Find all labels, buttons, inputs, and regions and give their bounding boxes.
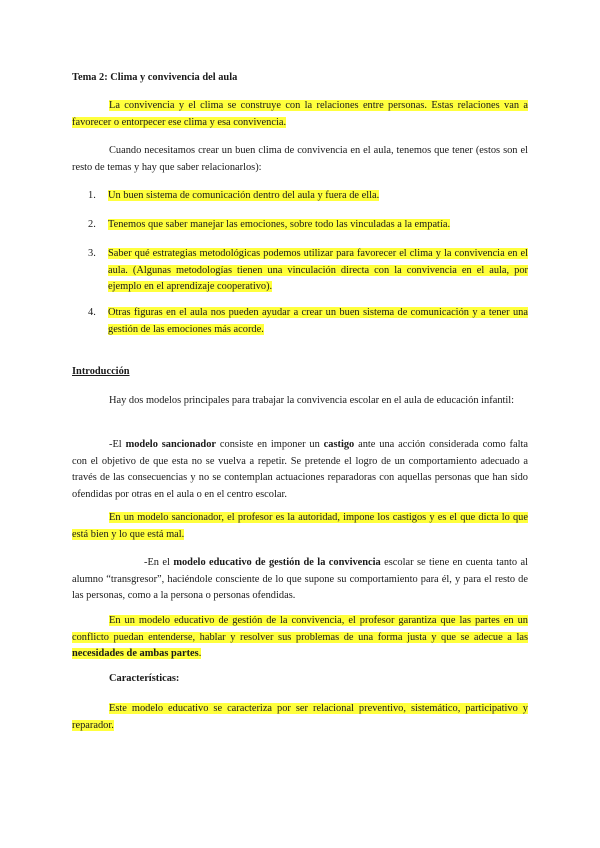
highlighted-text: En un modelo educativo de gestión de la convivencia, el profesor garantiza que las partes en un conflicto puedan entenderse, hablar y resolver sus problemas de una forma justa y que se adecue a las — [72, 615, 528, 643]
both-parties-needs-term: necesidades de ambas partes — [72, 648, 199, 660]
highlight-end: . — [198, 648, 202, 660]
sanctioning-highlight-paragraph — [72, 510, 528, 543]
intro-paragraph-2 — [72, 143, 528, 176]
list-item-4 — [88, 305, 528, 338]
punishment-term: castigo — [323, 439, 355, 450]
highlighted-text: En un modelo sancionador, el profesor es la autoridad, impone los castigos y es el que dicta lo que está bien y lo que está mal. — [72, 512, 528, 540]
intro-paragraph-1 — [72, 98, 528, 131]
models-paragraph — [72, 393, 528, 410]
list-number: 2. — [88, 219, 96, 230]
document-title: Tema 2: Clima y convivencia del aula — [72, 72, 238, 83]
list-number: 4. — [88, 307, 96, 318]
list-item-3 — [88, 246, 528, 296]
characteristics-paragraph — [72, 701, 528, 734]
management-model-paragraph — [72, 555, 528, 605]
list-number: 3. — [88, 248, 96, 259]
intro-paragraph-2-text: Cuando necesitamos crear un buen clima de convivencia en el aula, tenemos que tener (estos son el resto de temas y hay que saber relacionarlos): — [72, 145, 528, 173]
gest-rest: escolar se tiene en cuenta tanto al alumno “transgresor”, haciéndole consciente de lo que supone su comportamiento para él, y para el resto de las personas, como a la persona o personas ofendidas. — [72, 557, 528, 602]
list-text: Tenemos que saber manejar las emociones, sobre todo las vinculadas a la empatía. — [108, 219, 451, 230]
sanc-mid: consiste en imponer un — [216, 439, 324, 450]
highlighted-text: La convivencia y el clima se construye con la relaciones entre personas. Estas relaciones van a favorecer o entorpecer ese clima y esa convivencia. — [72, 100, 528, 128]
models-paragraph-text: Hay dos modelos principales para trabajar la convivencia escolar en el aula de educación infantil: — [109, 395, 515, 406]
list-number: 1. — [88, 190, 96, 201]
management-model-term: modelo educativo de gestión de la convivencia — [173, 557, 381, 568]
list-text: Un buen sistema de comunicación dentro del aula y fuera de ella. — [108, 190, 380, 201]
list-item-2 — [88, 217, 528, 234]
gest-prefix: -En el — [144, 557, 174, 568]
list-text: Saber qué estrategias metodológicas podemos utilizar para favorecer el clima y la convivencia en el aula. (Algunas metodologías tienen una vinculación directa con la convivencia en el aula, por ejemplo en el aprendizaje cooperativo). — [108, 248, 528, 293]
list-item-1 — [88, 188, 528, 205]
section-heading-introduccion: Introducción — [72, 366, 130, 377]
sanc-prefix: -El — [109, 439, 126, 450]
sanctioning-model-paragraph — [72, 437, 528, 503]
characteristics-heading — [72, 671, 528, 688]
highlighted-text: Este modelo educativo se caracteriza por ser relacional preventivo, sistemático, participativo y reparador. — [72, 703, 528, 731]
list-text: Otras figuras en el aula nos pueden ayudar a crear un buen sistema de comunicación y a tener una gestión de las emociones más acorde. — [108, 307, 528, 335]
sanctioning-model-term: modelo sancionador — [125, 439, 217, 450]
characteristics-title: Características: — [109, 673, 180, 684]
sanc-rest: ante una acción considerada como falta con el objetivo de que esta no se vuelva a repetir. Se pretende el logro de un comportamiento adecuado a través de las consecuencias y no se contemplan actuaciones reparadoras con aquellas personas que han sido ofendidas por otras en el aula o en el centro escolar. — [72, 439, 529, 500]
management-highlight-paragraph — [72, 613, 528, 663]
